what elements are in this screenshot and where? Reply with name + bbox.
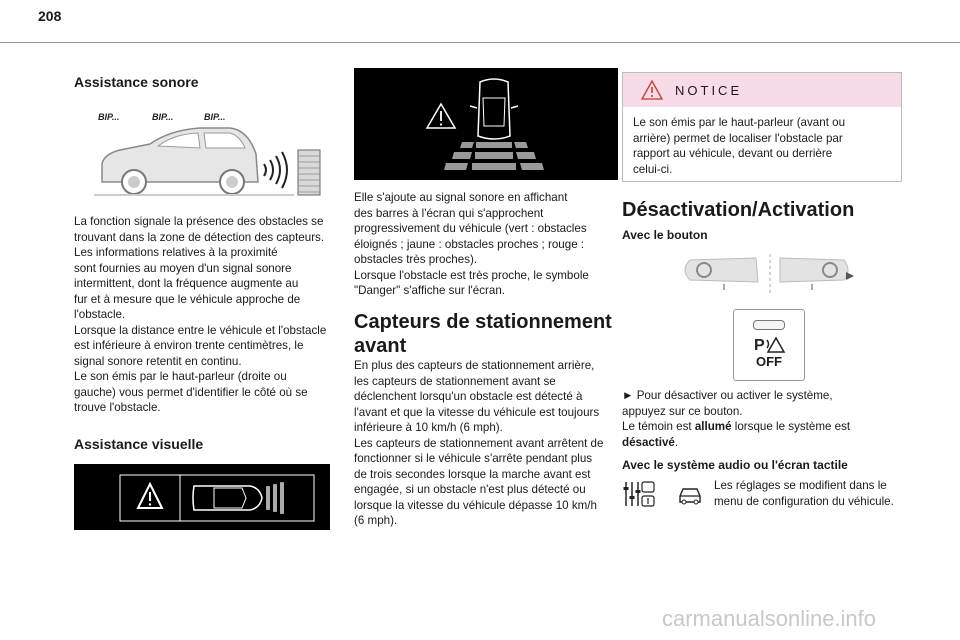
notice-title: NOTICE <box>675 83 743 98</box>
text-line: inférieure à 10 km/h (6 mph). <box>354 421 503 434</box>
bip-label-3: BIP... <box>204 112 226 122</box>
text-line: lorsque la vitesse du véhicule dépasse 10 km/h <box>354 498 597 512</box>
text-line: sont fournies au moyen d'un signal sonore <box>74 261 292 275</box>
text-line: engagée, si un obstacle n'est plus détecté ou <box>354 483 586 496</box>
text-line: fur et à mesure que le véhicule approche de <box>74 292 301 306</box>
warning-icon <box>641 80 663 100</box>
watermark: carmanualsonline.info <box>662 606 877 631</box>
text-line: signal sonore retentit en continu. <box>74 354 242 368</box>
visual-assist-paragraph <box>354 190 624 299</box>
bip-label-2: BIP... <box>152 112 174 122</box>
text-line: celui-ci. <box>633 162 673 176</box>
heading-assistance-sonore: Assistance sonore <box>74 74 199 90</box>
off-label: OFF <box>756 354 782 369</box>
text-line: est inférieure à environ trente centimètres, le <box>74 339 304 352</box>
page-number: 208 <box>38 8 62 24</box>
text-line: La fonction signale la présence des obstacles se <box>74 215 324 228</box>
text-line: Le son émis par le haut-parleur (droite ou <box>74 370 287 383</box>
text-line: En plus des capteurs de stationnement arrière, <box>354 359 595 372</box>
text-line: intermittent, dont la fréquence augmente au <box>74 277 299 290</box>
text-line: rapport au véhicule, devant ou derrière <box>633 147 833 160</box>
text-line: progressivement du véhicule (vert : obstacles <box>354 222 587 235</box>
dashboard-illustration <box>676 252 856 296</box>
text-line: Elle s'ajoute au signal sonore en affichant <box>354 191 568 204</box>
notice-box <box>622 72 902 182</box>
settings-menu-icon <box>622 478 656 510</box>
text-line: trouve l'obstacle. <box>74 401 161 414</box>
heading-assistance-visuelle: Assistance visuelle <box>74 436 204 452</box>
text-line: les capteurs de stationnement avant se <box>354 374 556 388</box>
text-line: de trois secondes lorsque la marche avant est <box>354 467 591 481</box>
text-line: Les réglages se modifient dans le <box>714 479 887 492</box>
text-line: trouvant dans la zone de détection des capteurs. <box>74 230 325 244</box>
car-settings-icon <box>676 484 704 506</box>
text-line: Les capteurs de stationnement avant arrêtent de <box>354 436 604 450</box>
front-sensor-screen <box>354 68 618 180</box>
notice-header <box>623 73 901 107</box>
heading-line: Capteurs de stationnement <box>354 311 612 333</box>
parking-sensor-icon <box>752 334 786 354</box>
text-line: gauche) vous permet d'identifier le côté où se <box>74 385 308 399</box>
instruction-paragraph <box>622 388 902 450</box>
text-line: éloignés ; jaune : obstacles proches ; rouge : <box>354 237 585 251</box>
heading-capteurs-avant <box>354 310 624 358</box>
text-line: des barres à l'écran qui s'approchent <box>354 206 544 220</box>
text-line: (6 mph). <box>354 514 398 527</box>
heading-line: avant <box>354 335 407 357</box>
indicator-led <box>753 320 785 330</box>
text-line: Les informations relatives à la proximité <box>74 246 278 259</box>
svg-text:P: P <box>754 337 765 354</box>
header-rule <box>0 42 960 43</box>
text-line: appuyez sur ce bouton. <box>622 404 743 418</box>
text-line: obstacles très proches). <box>354 253 478 266</box>
text-line: Le son émis par le haut-parleur (avant ou <box>633 116 846 129</box>
text-line: menu de configuration du véhicule. <box>714 494 894 508</box>
car-sound-illustration <box>90 104 330 200</box>
heading-desactivation: Désactivation/Activation <box>622 199 855 221</box>
text-line: déclenchent lorsqu'un obstacle est détecté à <box>354 390 583 403</box>
sound-assist-paragraph <box>74 214 344 416</box>
text-line: l'avant et que la vitesse du véhicule est toujours <box>354 405 600 419</box>
text-line: ► Pour désactiver ou activer le système, <box>622 389 833 402</box>
text-line: "Danger" s'affiche sur l'écran. <box>354 284 505 297</box>
text-line: arrière) permet de localiser l'obstacle par <box>633 131 843 145</box>
bip-label-1: BIP... <box>98 112 120 122</box>
text-line: Lorsque la distance entre le véhicule et l'obstacle <box>74 323 327 337</box>
notice-body <box>633 115 891 177</box>
audio-paragraph <box>714 478 914 509</box>
subheading-avec-bouton: Avec le bouton <box>622 228 708 242</box>
park-sensor-off-button[interactable] <box>733 309 805 381</box>
subheading-audio-tactile: Avec le système audio ou l'écran tactile <box>622 458 848 472</box>
text-line: désactivé. <box>622 435 679 449</box>
text-line: Lorsque l'obstacle est très proche, le symbole <box>354 268 589 282</box>
visual-assist-screen <box>74 464 330 530</box>
text-line: fonctionner si le véhicule s'arrête pendant plus <box>354 452 593 465</box>
front-sensors-paragraph <box>354 358 624 529</box>
text-line: l'obstacle. <box>74 308 126 321</box>
text-line: Le témoin est allumé lorsque le système est <box>622 420 851 433</box>
